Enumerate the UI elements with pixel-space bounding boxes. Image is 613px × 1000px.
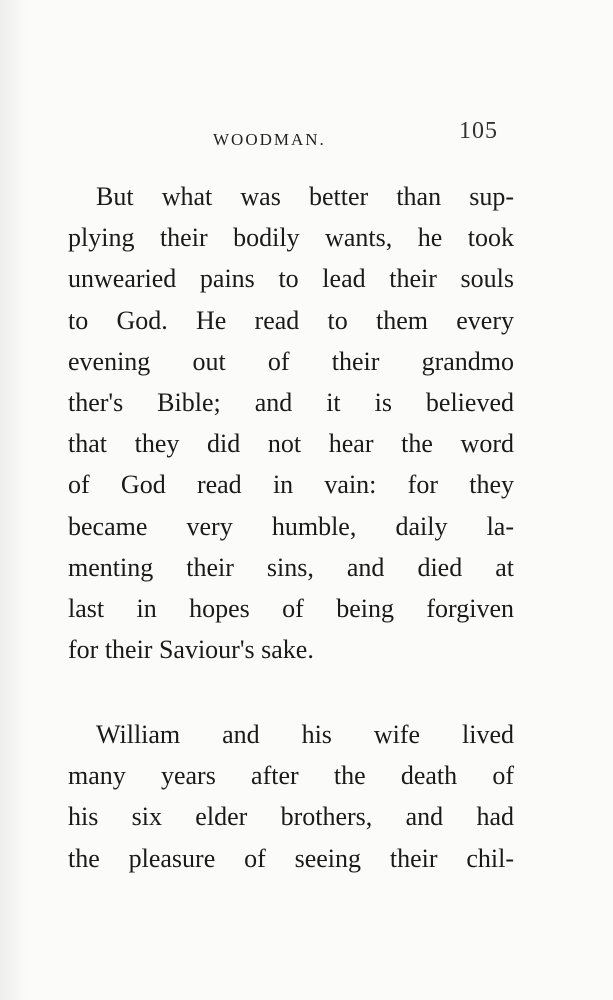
text-line: that they did not hear the word (68, 429, 514, 459)
running-head-title: WOODMAN. (213, 130, 326, 149)
text-line: menting their sins, and died at (68, 552, 514, 582)
page-edge-shadow (0, 0, 28, 1000)
text-line: William and his wife lived (96, 720, 514, 749)
text-line: ther's Bible; and it is believed (68, 388, 514, 418)
text-line: last in hopes of being forgiven (68, 594, 514, 624)
text-line: evening out of their grandmo (68, 346, 514, 376)
text-line: the pleasure of seeing their chil- (68, 843, 514, 873)
text-line: unwearied pains to lead their souls (68, 264, 514, 294)
text-line: for their Saviour's sake. (68, 635, 314, 665)
text-line: many years after the death of (68, 761, 514, 791)
text-line: plying their bodily wants, he took (68, 223, 514, 253)
paragraph-2 (68, 714, 514, 879)
text-line: of God read in vain: for they (68, 470, 514, 500)
text-line: to God. He read to them every (68, 305, 514, 335)
running-head (0, 118, 613, 148)
paragraph-1 (68, 176, 514, 670)
text-line: But what was better than sup- (96, 182, 514, 211)
text-line: became very humble, daily la- (68, 511, 514, 541)
page-number: 105 (459, 118, 498, 144)
text-line: his six elder brothers, and had (68, 802, 514, 832)
